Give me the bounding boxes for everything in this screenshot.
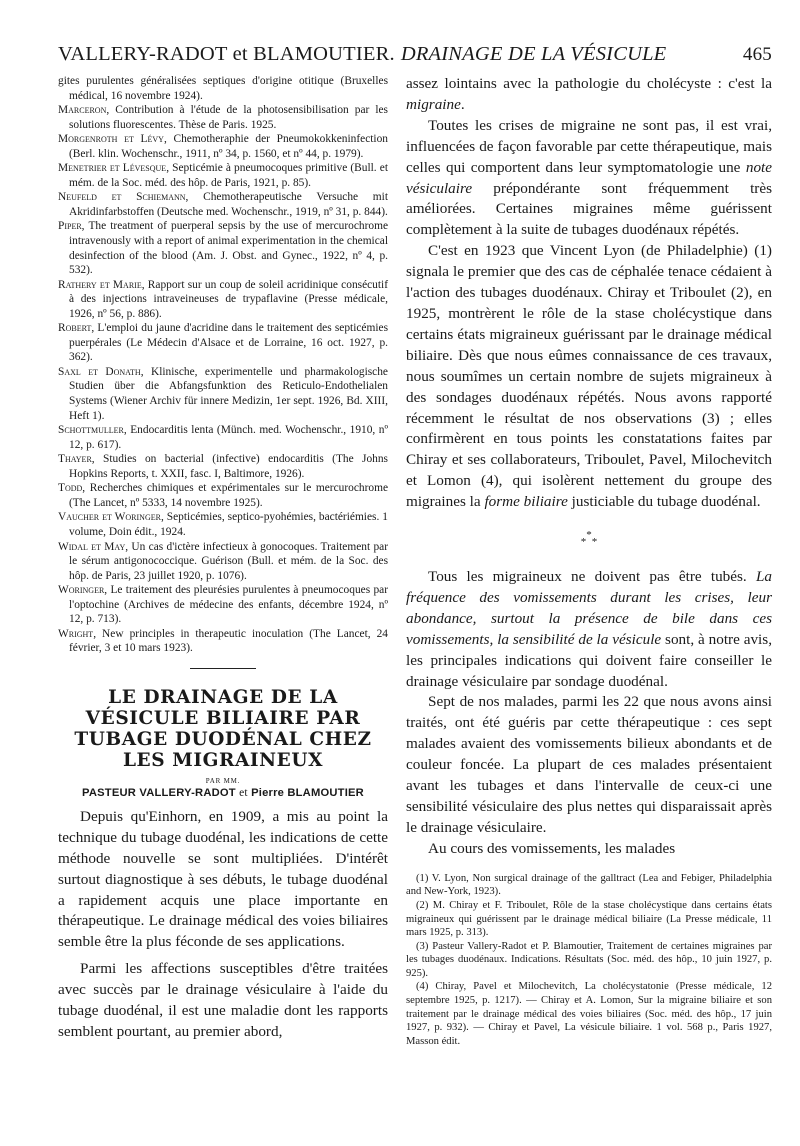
body-paragraph: Tous les migraineux ne doivent pas être tubés. La fréquence des vomissements durant les crises, leur abondance, surtout la présence de bile dans ces vomissements, la sensibilité de la vésicule sont, à notre avis, les principales indications qui doivent faire conseiller le drainage vésiculaire par sondage duodénal. — [406, 568, 772, 690]
reference-text: New principles in therapeutic inoculation (The Lancet, 24 février, 3 et 10 mars 1923). — [69, 627, 388, 655]
reference-author: Thayer, — [58, 453, 95, 466]
left-column — [58, 74, 388, 1048]
reference-text: Un cas d'ictère infectieux à gonocoques. Traitement par le sérum antigonococcique. Guérison (Bull. et mém. de la Soc. des hôp. de Paris, 23 juillet 1920, p. 1076). — [69, 540, 389, 582]
footnote: (4) Chiray, Pavel et Milochevitch, La cholécystatonie (Presse médicale, 12 septembre 1925, p. 1217). — Chiray et A. Lomon, Sur la migraine biliaire et son traitement par le drainage médical des voies biliaires (Soc. méd. des hôp., 17 juin 1927, p. 932). — Chiray et Pavel, La vésicule biliaire. 1 vol. 568 p., Paris 1927, Masson édit. — [406, 981, 772, 1047]
footnotes — [406, 872, 772, 1049]
body-paragraph: Depuis qu'Einhorn, en 1909, a mis au point la technique du tubage duodénal, les indications de cette méthode nouvelle se sont multipliées. D'intérêt surtout diagnostique à ses débuts, le tubage duodénal a rapidement acquis une place importante en thérapeutique. Le drainage médical des voies biliaires semble être la plus féconde de ses applications. — [58, 807, 388, 951]
author-2: Pierre BLAMOUTIER — [251, 786, 364, 799]
body-paragraph: assez lointains avec la pathologie du cholécyste : c'est la migraine. — [406, 75, 772, 113]
reference-author: Menetrier et Lévesque, — [58, 162, 170, 175]
article-title-line: LE DRAINAGE DE LA — [108, 686, 338, 708]
reference-text: Recherches chimiques et expérimentales sur le mercurochrome (The Lancet, nº 5333, 14 novembre 1925). — [69, 482, 388, 509]
reference-entry — [58, 423, 388, 452]
two-column-body — [58, 74, 772, 1048]
reference-text: Klinische, experimentelle und pharmakologische Studien über die Abfangsfunktion des Reticulo-Endothelialen Systems (Wiener Archiv für innere Medizin, 1er sept. 1926, Bd. XIII, Heft 1). — [69, 365, 388, 422]
article-title — [58, 687, 388, 771]
reference-entry — [58, 510, 388, 539]
reference-text: Studies on bacterial (infective) endocarditis (The Johns Hopkins Reports, t. XXII, fasc. I, Baltimore, 1926). — [69, 453, 388, 480]
body-paragraph: Sept de nos malades, parmi les 22 que nous avons ainsi traités, ont été guéris par cette thérapeutique : ces sept malades avaient des vomissements bilieux abondants et de couleur foncée. La plupart de ces malades présentaient avant les tubages et dans l'intervalle de ceux-ci une sensibilité vésiculaire des plus nettes qui disparaissait après le drainage vésiculaire. — [406, 693, 772, 836]
reference-text: Chemotheraphie der Pneumokokkeninfection (Berl. klin. Wochenschr., 1911, nº 34, p. 1560, et nº 44, p. 1979). — [69, 133, 388, 160]
reference-text: Septicémies, septico-pyohémies, bactériémies. 1 volume, Doin édit., 1924. — [69, 511, 388, 538]
running-header — [58, 42, 772, 68]
asterism: * * * — [580, 529, 598, 549]
section-divider — [190, 668, 256, 669]
reference-entry — [58, 365, 388, 423]
reference-text: The treatment of puerperal sepsis by the use of mercurochrome intravenously with a report of animal experimentation in the chemical desinfection of the blood (Am. J. Obst. and Gynec., 1922, nº 4, p. 532). — [69, 220, 388, 277]
author-1: PASTEUR VALLERY-RADOT — [82, 786, 236, 799]
reference-entry — [58, 481, 388, 510]
reference-text: L'emploi du jaune d'acridine dans le traitement des septicémies puerpérales (Le Médecin d'Alsace et de Lorraine, 16 oct. 1927, p. 362). — [69, 322, 388, 364]
reference-author: Rathery et Marie, — [58, 278, 145, 291]
reference-text: Chemotherapeutische Versuche mit Akridinfarbstoffen (Deutsche med. Wochenschr., 1919, nº 31, p. 844). — [69, 191, 388, 218]
byline-prefix: PAR MM. — [205, 776, 241, 785]
reference-author: Widal et May, — [58, 540, 129, 553]
byline-conjunction: et — [239, 786, 248, 799]
reference-author: Saxl et Donath, — [58, 365, 144, 378]
reference-author: Woringer, — [58, 584, 108, 597]
reference-text: Endocarditis lenta (Münch. med. Wochenschr., 1910, nº 12, p. 617). — [69, 424, 388, 451]
reference-text: Rapport sur un coup de soleil acridinique consécutif à des injections intraveineuses de trypaflavine (Presse médicale, 1926, nº 56, p. 886). — [69, 278, 388, 320]
reference-author: Marceron, — [58, 104, 110, 117]
reference-entry — [58, 161, 388, 190]
right-column — [406, 74, 772, 1048]
reference-author: Vaucher et Woringer, — [58, 511, 164, 524]
header-title: DRAINAGE DE LA VÉSICULE — [400, 43, 667, 65]
reference-entry — [58, 74, 388, 103]
reference-entry — [58, 278, 388, 322]
reference-text: Contribution à l'étude de la photosensibilisation par les solutions fluorescentes. Thèse de Paris. 1925. — [69, 104, 388, 131]
reference-author: Morgenroth et Lévy, — [58, 133, 167, 146]
reference-text: Le traitement des pleurésies purulentes à pneumocoques par l'optochine (Archives de médecine des enfants, décembre 1924, nº 12, p. 713). — [69, 584, 388, 626]
footnote: (2) M. Chiray et F. Triboulet, Rôle de la stase cholécystique dans certains états migraineux qui guérissent par le drainage médical biliaire (La Presse médicale, 11 mars 1925, p. 313). — [406, 899, 772, 939]
article-title-line: TUBAGE DUODÉNAL CHEZ — [74, 728, 372, 750]
reference-author: Wright, — [58, 627, 97, 640]
reference-author: Neufeld et Schiemann, — [58, 191, 189, 204]
reference-entry — [58, 452, 388, 481]
reference-text: Septicémie à pneumocoques primitive (Bull. et mém. de la Soc. méd. des hôp. de Paris, 1921, p. 85). — [69, 162, 388, 189]
reference-entry — [58, 103, 388, 132]
reference-author: Robert, — [58, 322, 95, 335]
reference-author: Piper, — [58, 220, 85, 233]
body-paragraph: Au cours des vomissements, les malades — [428, 839, 676, 857]
footnote: (3) Pasteur Vallery-Radot et P. Blamoutier, Traitement de certaines migraines par les tubages duodénaux. Indications. Résultats (Soc. méd. des hôp., 10 juin 1927, p. 925). — [406, 940, 772, 979]
article-title-line: VÉSICULE BILIAIRE PAR — [85, 707, 361, 729]
body-paragraph: Toutes les crises de migraine ne sont pas, il est vrai, influencées de façon favorable par cette thérapeutique, mais celles qui comportent dans leur symptomatologie une note vésiculaire prépondérante sont fréquemment très améliorées. Certaines migraines même guérissent complètement à la suite de tubages duodénaux répétés. — [406, 116, 772, 239]
reference-text: gites purulentes généralisées septiques d'origine otitique (Bruxelles médical, 16 novembre 1924). — [58, 75, 388, 102]
article-byline — [58, 787, 388, 799]
reference-entry — [58, 190, 388, 219]
reference-author: Schottmuller, — [58, 424, 127, 437]
reference-entry — [58, 583, 388, 627]
footnote: (1) V. Lyon, Non surgical drainage of the galltract (Lea and Febiger, Philadelphia and New-York, 1923). — [406, 872, 772, 898]
page-number: 465 — [742, 44, 772, 65]
reference-entry — [58, 132, 388, 161]
header-authors: VALLERY-RADOT et BLAMOUTIER. — [58, 43, 395, 65]
reference-author: Todd, — [58, 482, 86, 495]
bibliography — [58, 74, 388, 656]
body-paragraph: C'est en 1923 que Vincent Lyon (de Philadelphie) (1) signala le premier que des cas de céphalée tenace cédaient à l'action des tubages duodénaux. Chiray et Triboulet (2), en 1925, montrèrent le rôle de la stase cholécystique dans certains états migraineux guérissant par le drainage médical biliaire. Dès que nous eûmes connaissance de ces travaux, nous soumîmes un certain nombre de sujets migraineux à des sondages duodénaux répétés. Nous avons rapporté récemment le résultat de nos observations (3) ; elles confirmèrent en tous points les constatations faites par Chiray et ses collaborateurs, Triboulet, Pavel, Milochevitch et Lomon (4), qui isolèrent nettement du groupe des migraines la forme biliaire justiciable du tubage duodénal. — [406, 242, 772, 511]
reference-entry — [58, 540, 388, 584]
reference-entry — [58, 321, 388, 365]
body-paragraph: Parmi les affections susceptibles d'être traitées avec succès par le drainage vésiculaire à l'aide du tubage duodénal, il est une maladie dont les rapports semblent pourtant, au premier abord, — [58, 960, 388, 1040]
reference-entry — [58, 219, 388, 277]
article-title-line: LES MIGRAINEUX — [122, 749, 324, 771]
reference-entry — [58, 627, 388, 656]
